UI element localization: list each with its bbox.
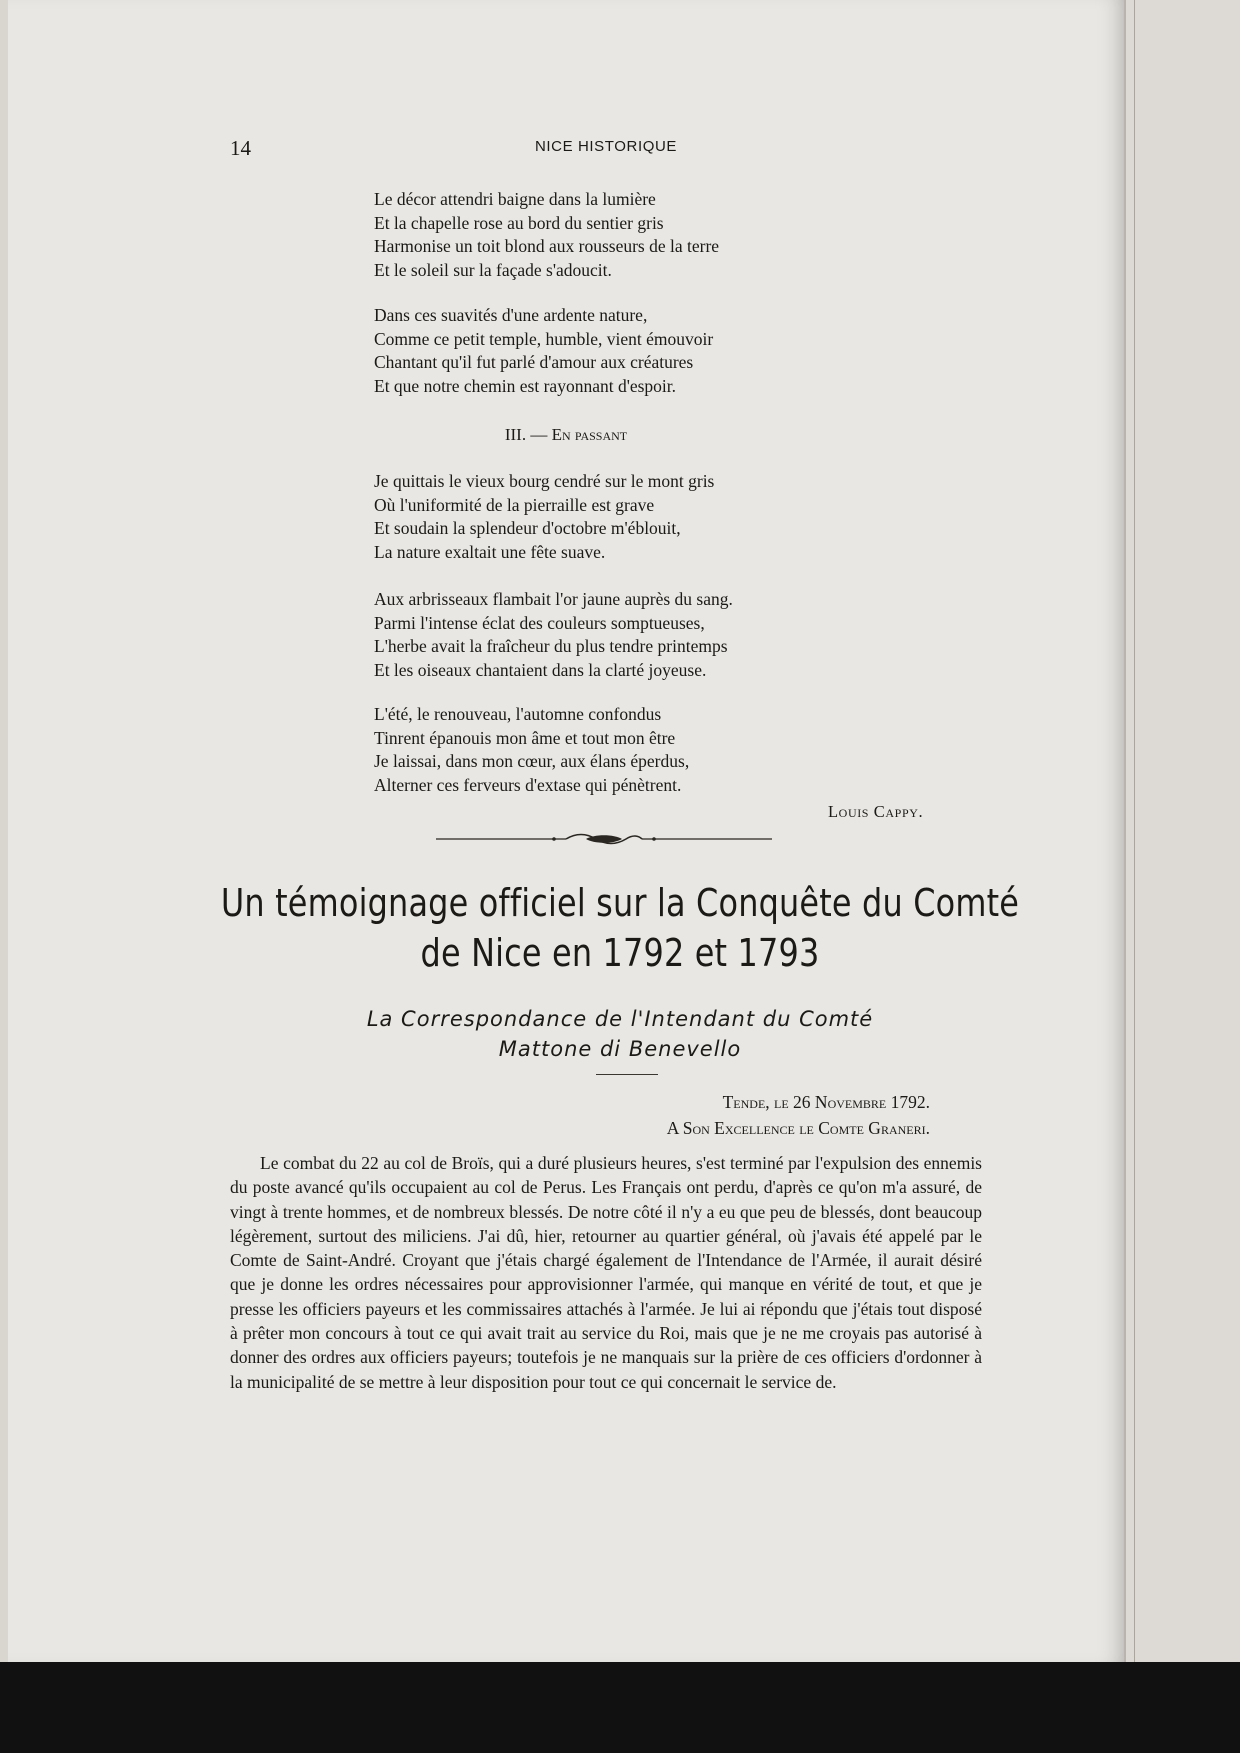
verse-line: L'été, le renouveau, l'automne confondus xyxy=(374,704,662,724)
scan-background xyxy=(0,1662,1240,1753)
verse-line: Comme ce petit temple, humble, vient émouvoir xyxy=(374,328,714,349)
verse-line: Harmonise un toit blond aux rousseurs de la terre xyxy=(374,236,720,256)
verse-line: Et soudain la splendeur d'octobre m'éblouit, xyxy=(374,518,681,538)
poem-stanza-2 xyxy=(374,304,713,398)
title-rule xyxy=(596,1074,658,1075)
verse-line: Et la chapelle rose au bord du sentier gris xyxy=(374,212,664,233)
verse-line: Chantant qu'il fut parlé d'amour aux créatures xyxy=(374,352,694,372)
verse-line: Tinrent épanouis mon âme et tout mon être xyxy=(374,727,676,748)
page-header xyxy=(230,136,982,158)
poem-stanza-5 xyxy=(374,703,689,797)
article-body: Le combat du 22 au col de Broïs, qui a duré plusieurs heures, s'est terminé par l'expulsion des ennemis du poste avancé qu'ils occupaient au col de Perus. Les Français ont perdu, d'après ce qu'on m'a assuré, de vingt à trente hommes, et de nombreux blessés. De notre côté il n'y a eu que peu de blessés, dont beaucoup légèrement, surtout des miliciens. J'ai dû, hier, retourner au quartier général, où j'avais été appelé par le Comte de Saint-André. Croyant que j'étais chargé également de l'Intendance de l'Armée, il aurait désiré que je donne les ordres nécessaires pour approvisionner l'armée, qui manque en vérité de tout, et que je presse les officiers payeurs et les commissaires attachés à l'armée. Je lui ai répondu que j'étais tout disposé à prêter mon concours à tout ce qui avait trait au service du Roi, mais que je ne me croyais pas autorisé à donner des ordres aux officiers payeurs; toutefois je ne manquais sur la prière de ces officiers d'ordonner à la municipalité de se mettre à leur disposition pour tout ce qui concernait le service de. xyxy=(230,1153,982,1392)
verse-line: Aux arbrisseaux flambait l'or jaune auprès du sang. xyxy=(374,589,733,609)
article-subtitle-line: La Correspondance de l'Intendant du Comté xyxy=(366,1007,874,1031)
running-head: NICE HISTORIQUE xyxy=(534,138,678,155)
verse-line: Je quittais le vieux bourg cendré sur le mont gris xyxy=(374,471,715,491)
article-title xyxy=(99,878,1141,978)
page-fold-line xyxy=(1134,0,1135,1662)
ornament-divider-icon xyxy=(436,830,772,848)
verse-line: La nature exaltait une fête suave. xyxy=(374,541,606,562)
letter-addressee: A Son Excellence le Comte Graneri. xyxy=(666,1118,930,1138)
verse-line: Et les oiseaux chantaient dans la clarté joyeuse. xyxy=(374,659,707,680)
verse-line: Et que notre chemin est rayonnant d'espoir. xyxy=(374,375,677,396)
verse-line: L'herbe avait la fraîcheur du plus tendre printemps xyxy=(374,636,728,656)
verse-line: Le décor attendri baigne dans la lumière xyxy=(374,189,656,209)
poem-stanza-3 xyxy=(374,470,714,564)
article-title-line: de Nice en 1792 et 1793 xyxy=(420,931,820,975)
verse-line: Je laissai, dans mon cœur, aux élans éperdus, xyxy=(374,751,690,771)
verse-line: Dans ces suavités d'une ardente nature, xyxy=(374,305,648,325)
verse-line: Et le soleil sur la façade s'adoucit. xyxy=(374,259,612,280)
next-page-edge xyxy=(1124,0,1240,1662)
verse-line: Alterner ces ferveurs d'extase qui pénètrent. xyxy=(374,774,682,795)
letter-dateline: Tende, le 26 Novembre 1792. xyxy=(722,1092,930,1112)
verse-line: Parmi l'intense éclat des couleurs somptueuses, xyxy=(374,612,705,633)
page-number: 14 xyxy=(230,136,251,160)
article-title-line: Un témoignage officiel sur la Conquête du Comté xyxy=(220,881,1020,925)
page xyxy=(8,0,1124,1662)
poem-stanza-1 xyxy=(374,188,719,282)
poem-signature: Louis Cappy. xyxy=(828,802,924,821)
poem-stanza-4 xyxy=(374,588,733,682)
poem-section-title: III. — En passant xyxy=(504,425,628,444)
article-subtitle xyxy=(0,1004,1240,1064)
verse-line: Où l'uniformité de la pierraille est grave xyxy=(374,494,655,515)
article-subtitle-line: Mattone di Benevello xyxy=(498,1037,742,1061)
